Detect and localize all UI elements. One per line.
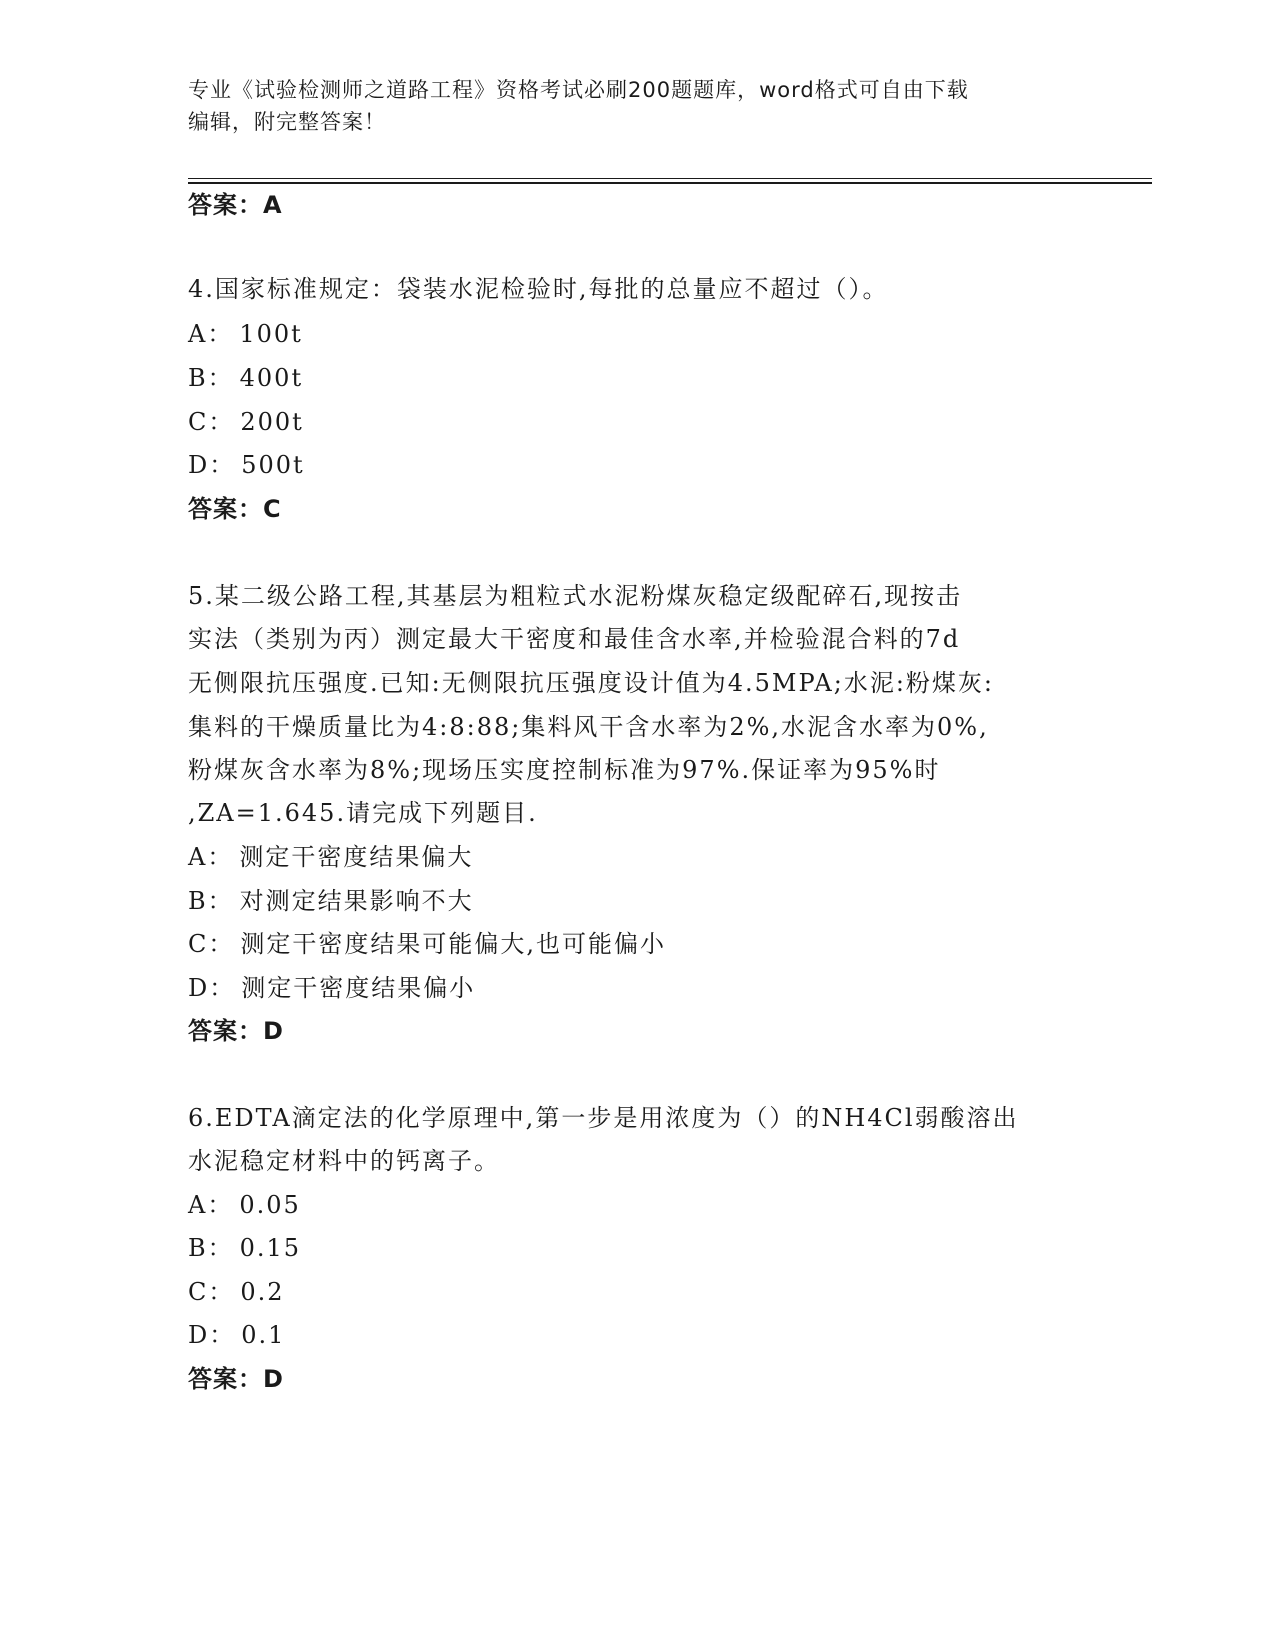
header-divider-thick (188, 182, 1152, 184)
option-letter: C (188, 408, 209, 436)
option-text: 0.1 (241, 1321, 286, 1349)
option-text: 对测定结果影响不大 (239, 887, 474, 915)
option-letter: C (188, 1278, 209, 1306)
question-5-option-a (188, 842, 1108, 872)
option-text: 0.2 (240, 1278, 285, 1306)
question-4-option-d (188, 450, 1108, 480)
option-separator: ： (207, 364, 234, 392)
question-5-stem-line-6: ,ZA=1.645.请完成下列题目. (188, 799, 538, 827)
question-5-stem-line-1: 5.某二级公路工程,其基层为粗粒式水泥粉煤灰稳定级配碎石,现按击 (188, 582, 963, 610)
question-6-option-d (188, 1320, 1108, 1350)
document-header (188, 74, 1088, 138)
option-text: 200t (240, 408, 304, 436)
question-5-answer: 答案：D (188, 1017, 284, 1045)
option-separator: ： (208, 1278, 235, 1306)
question-4-answer: 答案：C (188, 495, 282, 523)
option-text: 测定干密度结果偏大 (239, 843, 474, 871)
option-text: 400t (239, 364, 304, 392)
option-text: 500t (241, 451, 305, 479)
question-5-option-c (188, 929, 1108, 959)
option-letter: D (188, 974, 210, 1002)
option-separator: ： (207, 320, 234, 348)
question-4-option-c (188, 407, 1108, 437)
question-5-stem-line-4: 集料的干燥质量比为4:8:88;集料风干含水率为2%,水泥含水率为0%, (188, 713, 989, 741)
option-text: 测定干密度结果可能偏大,也可能偏小 (240, 930, 667, 958)
question-5-option-d (188, 973, 1108, 1003)
question-4-option-a (188, 319, 1108, 349)
header-line-2: 编辑，附完整答案！ (188, 110, 386, 134)
question-6-stem-line-1: 6.EDTA滴定法的化学原理中,第一步是用浓度为（）的NH4Cl弱酸溶出 (188, 1104, 1019, 1132)
option-letter: A (188, 843, 208, 871)
option-separator: ： (209, 974, 236, 1002)
option-text: 100t (239, 320, 303, 348)
option-separator: ： (208, 408, 235, 436)
answer-previous: 答案：A (188, 191, 283, 219)
header-divider-thin (188, 178, 1152, 179)
option-letter: B (188, 364, 208, 392)
question-6-stem-line-2: 水泥稳定材料中的钙离子。 (188, 1147, 500, 1175)
option-letter: C (188, 930, 209, 958)
question-6-option-c (188, 1277, 1108, 1307)
question-4-stem-line-1: 4.国家标准规定：袋装水泥检验时,每批的总量应不超过（）。 (188, 275, 889, 303)
question-6-option-a (188, 1190, 1108, 1220)
option-separator: ： (209, 1321, 236, 1349)
option-separator: ： (208, 930, 235, 958)
option-letter: D (188, 1321, 210, 1349)
question-5-stem-line-3: 无侧限抗压强度.已知:无侧限抗压强度设计值为4.5MPA;水泥:粉煤灰: (188, 669, 994, 697)
option-letter: B (188, 887, 208, 915)
question-4-option-b (188, 363, 1108, 393)
option-text: 测定干密度结果偏小 (241, 974, 476, 1002)
option-text: 0.15 (239, 1234, 302, 1262)
option-separator: ： (207, 887, 234, 915)
option-text: 0.05 (239, 1191, 301, 1219)
option-letter: A (188, 1191, 208, 1219)
option-separator: ： (207, 1234, 234, 1262)
header-line-1: 专业《试验检测师之道路工程》资格考试必刷200题题库，word格式可自由下载 (188, 78, 969, 102)
option-letter: B (188, 1234, 208, 1262)
question-5-stem-line-2: 实法（类别为丙）测定最大干密度和最佳含水率,并检验混合料的7d (188, 625, 961, 653)
question-5-stem-line-5: 粉煤灰含水率为8%;现场压实度控制标准为97%.保证率为95%时 (188, 756, 941, 784)
question-5-option-b (188, 886, 1108, 916)
option-letter: D (188, 451, 210, 479)
option-letter: A (188, 320, 208, 348)
question-6-answer: 答案：D (188, 1365, 284, 1393)
question-6-option-b (188, 1233, 1108, 1263)
option-separator: ： (207, 843, 234, 871)
option-separator: ： (209, 451, 236, 479)
option-separator: ： (207, 1191, 234, 1219)
